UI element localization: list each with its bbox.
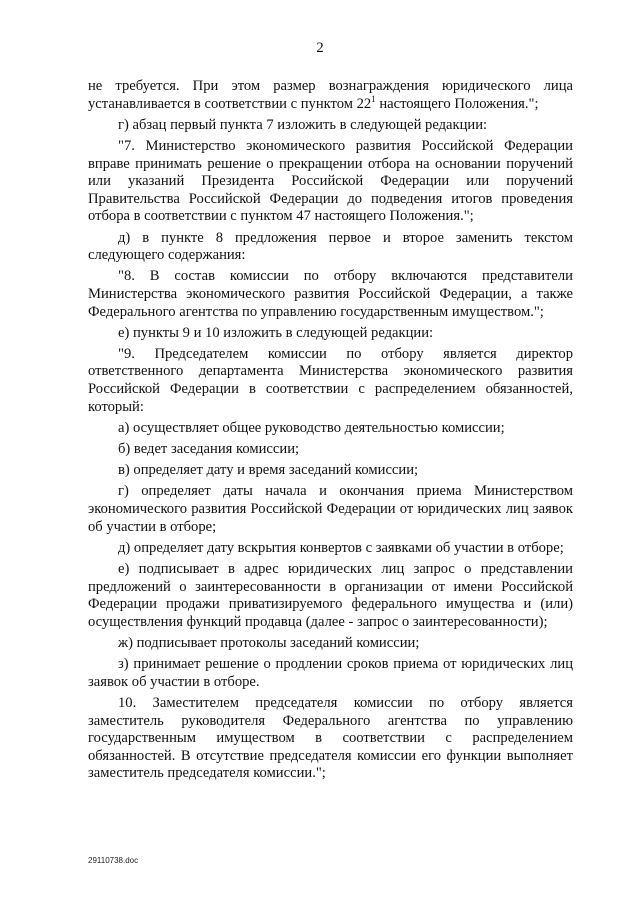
paragraph-2: г) абзац первый пункта 7 изложить в следующей редакции:	[118, 116, 488, 133]
superscript-1: 1	[371, 93, 376, 104]
paragraph-14: ж) подписывает протоколы заседаний комиссии;	[118, 634, 420, 651]
paragraph-6: е) пункты 9 и 10 изложить в следующей редакции:	[118, 324, 434, 341]
paragraph-3: "7. Министерство экономического развития Российской Федерации вправе принимать решение о прекращении отбора на основании поручений или указаний Президента Российской Федерации или поручений Правительства Российской Федерации до подведения итогов проведения отбора в соответствии с пунктом 47 настоящего Положения.";	[88, 137, 573, 225]
paragraph-16: 10. Заместителем председателя комиссии по отбору является заместитель руководителя Федерального агентства по управлению государственным имуществом в соответствии с распределением обязанностей. В отсутствие председателя комиссии его функции выполняет заместитель председателя комиссии.";	[88, 694, 573, 782]
document-body	[88, 78, 573, 786]
paragraph-4: д) в пункте 8 предложения первое и второе заменить текстом следующего содержания:	[88, 229, 573, 264]
paragraph-9: б) ведет заседания комиссии;	[118, 441, 300, 458]
paragraph-15: з) принимает решение о продлении сроков приема от юридических лиц заявок об участии в отборе.	[88, 656, 573, 690]
paragraph-1: не требуется. При этом размер вознаграждения юридического лица устанавливается в соответствии с пунктом $22^1$ настоящего Положения.";	[88, 78, 573, 112]
document-file-code: 29110738.doc	[88, 856, 139, 865]
paragraph-8: а) осуществляет общее руководство деятельностью комиссии;	[118, 419, 505, 436]
paragraph-12: д) определяет дату вскрытия конвертов с заявками об участии в отборе;	[118, 539, 564, 556]
paragraph-13: е) подписывает в адрес юридических лиц запрос о представлении предложений о заинтересованности в организации от имени Российской Федерации продажи приватизируемого федерального имущества и (или) осуществления функций продавца (далее - запрос о заинтересованности);	[88, 560, 573, 630]
paragraph-7: "9. Председателем комиссии по отбору является директор ответственного департамента Министерства экономического развития Российской Федерации в соответствии с распределением обязанностей, который:	[88, 345, 573, 415]
paragraph-5: "8. В состав комиссии по отбору включаются представители Министерства экономического развития Российской Федерации, а также Федерального агентства по управлению государственным имуществом.";	[88, 268, 573, 320]
paragraph-10: в) определяет дату и время заседаний комиссии;	[118, 462, 419, 479]
page-number: 2	[316, 40, 324, 56]
paragraph-11: г) определяет даты начала и окончания приема Министерством экономического развития Российской Федерации от юридических лиц заявок об участии в отборе;	[88, 483, 573, 535]
